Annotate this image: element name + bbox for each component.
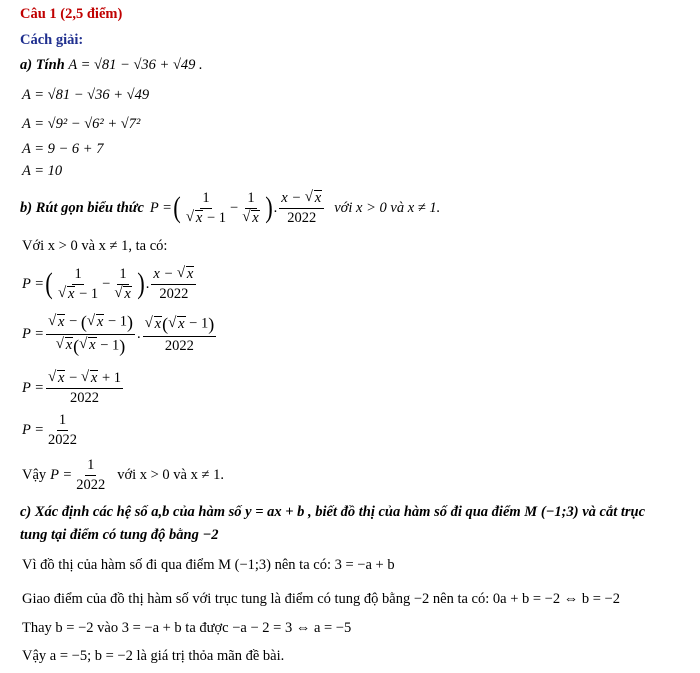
result-numerator: 1 [85, 457, 96, 476]
result-condition: với x > 0 và x ≠ 1. [117, 466, 224, 483]
part-b-given: Với x > 0 và x ≠ 1, ta có: [22, 238, 168, 254]
solution-label: Cách giải: [20, 32, 84, 48]
part-b-step-3: P = √ $\frac{x - √ x + 1}{2022}$ [22, 370, 125, 407]
part-b-prompt: b) Rút gọn biểu thức P = ( 1 √ x − 1 − 1 √ x ) . $\frac{x - √ x}{2022}$ với x > 0 và x ≠ 1. [20, 190, 440, 227]
part-c-prompt-line-2: tung tại điểm có tung độ bằng −2 [20, 527, 219, 543]
part-a-step-2: A = √9² − √6² + √7² [22, 116, 141, 132]
part-c-prompt-line-1: c) Xác định các hệ số a,b của hàm số y = ax + b , biết đồ thị của hàm số đi qua điểm M (−1;3) và cắt trục [20, 504, 646, 520]
part-c-line-3: Thay b = −2 vào 3 = −a + b ta được −a − 2 = 3 ⇔ a = −5 [22, 620, 352, 636]
b-prompt-denominator: 2022 [287, 209, 317, 226]
part-c-line-1: Vì đồ thị của hàm số đi qua điểm M (−1;3) nên ta có: 3 = −a + b [22, 557, 395, 573]
part-a-label: a) Tính [20, 57, 65, 73]
part-b-result: Vậy P = $\frac{1}{2022}$ với x > 0 và x ≠ 1. [22, 457, 224, 493]
part-b-step-1: P = ( 1 √ x − 1 − 1 √ x ) . $\frac{x - √ x}{2022}$ [22, 266, 198, 303]
part-c-line-2: Giao điểm của đồ thị hàm số với trục tung là điểm có tung độ bằng −2 nên ta có: 0a + b = −2 ⇔ b = −2 [22, 591, 620, 607]
part-a-prompt [20, 57, 203, 74]
result-prefix: Vậy [22, 466, 47, 483]
part-b-step-2: P = √ x − (√ x − 1) √ x(√ x − 1) . √ $\frac{x(√ x - 1)}{2022}$ [22, 312, 218, 356]
part-c-line-4: Vậy a = −5; b = −2 là giá trị thỏa mãn đề bài. [22, 648, 285, 664]
part-b-condition: với x > 0 và x ≠ 1. [334, 199, 441, 216]
part-a-expression: A = √81 − √36 + √49 . [68, 57, 203, 73]
part-a-step-4: A = 10 [22, 163, 63, 179]
part-a-step-3: A = 9 − 6 + 7 [22, 141, 104, 157]
part-a-step-1: A = √81 − √36 + √49 [22, 87, 150, 103]
part-b-label: b) Rút gọn biểu thức [20, 199, 144, 216]
question-title: Câu 1 (2,5 điểm) [20, 6, 123, 22]
part-b-step-4: P = $\frac{1}{2022}$ [22, 412, 78, 448]
